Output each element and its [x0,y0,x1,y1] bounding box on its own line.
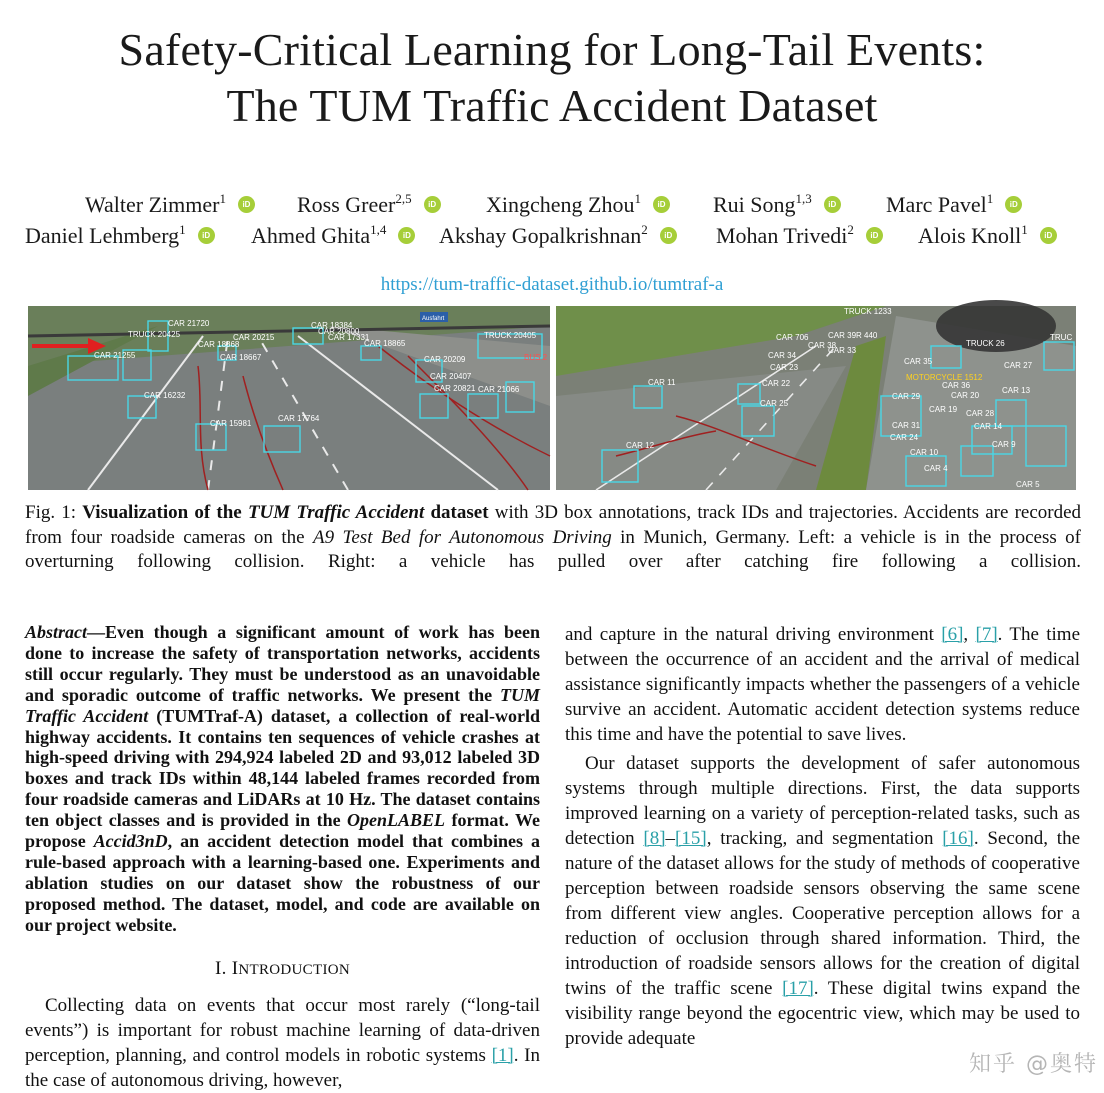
bbox-label: CAR 34 [768,351,797,360]
bbox-label: CAR 20407 [430,372,472,381]
figure-caption [25,501,1081,575]
body-text: and capture in the natural driving environment [565,624,934,645]
intro-paragraph [25,993,540,1093]
bbox-label: CAR 29 [892,392,921,401]
body-text: , tracking, and segmentation [706,828,934,849]
bbox-label: CAR 21255 [94,351,136,360]
caption-italic: A9 Test Bed for Autonomous Driving [313,526,612,548]
author: Mohan Trivedi$^2$ iD [716,223,883,249]
section-title-initial: I [231,957,239,979]
bbox-label: CAR 12 [626,441,655,450]
caption-text: in Munich, Germany. Left: a vehicle is in the process of overturning following collision. Right: a vehicle has pulled over after catching fire following a collision. [25,526,1082,573]
body-text: – [665,828,676,849]
bbox-label: CAR 20 [951,391,980,400]
caption-bold-italic: TUM Traffic Accident [247,502,425,523]
bbox-label: CAR 18868 [198,340,240,349]
bbox-label: MOTORCYCLE 1512 [906,373,983,382]
bbox-label: BUS 2 [524,353,548,362]
section-number: I. [214,957,227,979]
figure-left-highway-image [28,306,550,490]
bbox-label: CAR 39R 440 [828,331,878,340]
project-url-link[interactable]: https://tum-traffic-dataset.github.io/tumtraf-a [380,274,724,295]
abstract-text: (TUMTraf-A) dataset, a collection of real-world highway accidents. It contains ten sequences of vehicle crashes at high-speed driving with 294,924 labeled 2D and 93,012 labeled 3D boxes and track IDs within 48,144 labeled frames recorded from four roadside cameras and LiDARs at 10 Hz. The dataset contains ten object classes and is provided in the [25,705,540,831]
bbox-label: TRUCK 1233 [844,307,892,316]
paragraph-continued [565,622,1080,747]
bbox-label: CAR 18384 [311,321,353,330]
caption-text: with 3D box annotations, track IDs and trajectories. Accidents are recorded from four roadside cameras on the [25,502,1082,548]
bbox-label: CAR 10 [910,448,939,457]
bbox-label: CAR 4 [924,464,948,473]
orcid-icon[interactable]: iD [866,227,883,244]
paper-title-line-1: Safety-Critical Learning for Long-Tail Events: [118,24,986,75]
author: Alois Knoll$^1$ iD [918,223,1057,249]
figure-right-highway-image [556,306,1076,490]
body-text: . The time between the occurrence of an accident and the arrival of medical assistance significantly impacts whether the passengers of a vehicle survive an accident. Automatic accident detection systems reduce this time and have the potential to save lives. [565,624,1081,745]
bbox-label: CAR 27 [1004,361,1033,370]
author: Marc Pavel$^1$ iD [886,192,1022,218]
bbox-label: CAR 22 [762,379,791,388]
bbox-label: CAR 706 [776,333,809,342]
bbox-label: CAR 36 [942,381,971,390]
paper-title [0,22,1104,134]
paragraph [565,751,1080,1051]
bbox-label: CAR 20821 [434,384,476,393]
paper-title-line-2: The TUM Traffic Accident Dataset [226,80,878,131]
author: Ahmed Ghita$^{1,4}$ iD [251,223,415,249]
bbox-label: CAR 35 [904,357,933,366]
intro-text: Collecting data on events that occur most rarely (“long-tail events”) is important for robust machine learning of data-driven perception, planning, and control models in robotic systems [25,994,540,1066]
figure-right-svg [556,306,1076,490]
bbox-label: CAR 23 [770,363,799,372]
bbox-label: CAR 15981 [210,419,252,428]
bbox-label: CAR 9 [992,440,1016,449]
bbox-label: CAR 28 [966,409,995,418]
caption-bold: Visualization of the [82,502,242,523]
bbox-label: CAR 11 [648,378,676,387]
abstract-text: format. We propose [25,810,541,852]
body-text: , [963,624,969,645]
abstract-text: —Even though a significant amount of work has been done to increase the safety of transportation networks, accidents still occur regularly. They must be understood as an unavoidable and sporadic outcome of traffic networks. We present the [25,622,540,705]
bbox-label: TRUC [1050,333,1073,342]
body-text: . Second, the nature of the dataset allows for the study of methods of cooperative perception between roadside sensors observing the same scene from different view angles. Cooperative perception allows for a reduction of occlusion through shared information. Third, the introduction of roadside sensors allows for the creation of digital twins of the traffic scene [565,828,1080,999]
bbox-label: CAR 31 [892,421,921,430]
bbox-label: CAR 14 [974,422,1003,431]
bbox-label: TRUCK 20405 [484,331,537,340]
author: Daniel Lehmberg$^1$ iD [25,223,215,249]
orcid-icon[interactable]: iD [238,196,255,213]
bbox-label: CAR 13 [1002,386,1031,395]
bbox-label: CAR 33 [828,346,857,355]
citation-link[interactable]: [17] [782,978,814,999]
abstract-italic: OpenLABEL [347,810,446,831]
author: Akshay Gopalkrishnan$^2$ iD [439,223,677,249]
watermark: 知乎 @奥特 [969,1052,1098,1077]
bbox-label: CAR 21066 [478,385,520,394]
citation-link[interactable]: [1] [491,1044,514,1066]
bbox-label: CAR 18667 [220,353,262,362]
bbox-label: CAR 25 [760,399,789,408]
section-title-rest: NTRODUCTION [238,961,351,978]
abstract [25,622,540,936]
bbox-label: CAR 17764 [278,414,320,423]
section-heading-introduction [25,956,540,983]
body-text: Our dataset supports the development of safer autonomous systems through multiple directions. First, the data supports improved learning on a variety of perception-related tasks, such as detection [565,753,1080,849]
bbox-label: CAR 21720 [168,319,210,328]
road-sign-text: Ausfahrt [422,316,445,322]
abstract-label: Abstract [25,622,88,642]
abstract-italic: Accid3nD [93,831,168,852]
citation-link[interactable]: [6] [941,624,964,645]
citation-link[interactable]: [15] [675,828,707,849]
orcid-icon[interactable]: iD [653,196,670,213]
bbox-label: CAR 19 [929,405,958,414]
citation-link[interactable]: [16] [942,828,974,849]
orcid-icon[interactable]: iD [660,227,677,244]
orcid-icon[interactable]: iD [198,227,215,244]
bbox-label: CAR 17331 [328,333,370,342]
abstract-italic: TUM Traffic Accident [25,684,541,726]
body-text: . These digital twins expand the visibility range beyond the egocentric view, which may be used to provide adequate [565,978,1081,1049]
figure-left-svg [28,306,550,490]
bbox-label: CAR 20209 [424,355,466,364]
orcid-icon[interactable]: iD [824,196,841,213]
caption-prefix: Fig. 1: [25,502,77,523]
left-column [25,622,540,1093]
bbox-label: CAR 38 [808,341,837,350]
bbox-label: CAR 16232 [144,391,186,400]
intro-text: . In the case of autonomous driving, however, [25,1044,540,1091]
bbox-label: CAR 18865 [364,339,406,348]
bbox-label: TRUCK 20425 [128,330,181,339]
bbox-label: CAR 20800 [318,327,360,336]
citation-link[interactable]: [8] [643,828,666,849]
author: Ross Greer$^{2,5}$ iD [297,192,441,218]
author: Xingcheng Zhou$^1$ iD [486,192,670,218]
orcid-icon[interactable]: iD [398,227,415,244]
caption-bold: dataset [430,502,489,523]
bbox-label: CAR 20215 [233,333,275,342]
author: Rui Song$^{1,3}$ iD [713,192,841,218]
orcid-icon[interactable]: iD [1005,196,1022,213]
orcid-icon[interactable]: iD [424,196,441,213]
citation-link[interactable]: [7] [975,624,998,645]
orcid-icon[interactable]: iD [1040,227,1057,244]
author: Walter Zimmer$^1$ iD [85,192,255,218]
bbox-label: CAR 24 [890,433,919,442]
right-column [565,622,1080,1051]
bbox-label: TRUCK 26 [966,339,1005,348]
abstract-text: , an accident detection model that combines a rule-based approach with a learning-based one. Experiments and ablation studies on our dataset show the robustness of our proposed method. The dataset, model, and code are available on our project website. [25,831,541,935]
bbox-label: CAR 5 [1016,480,1040,489]
